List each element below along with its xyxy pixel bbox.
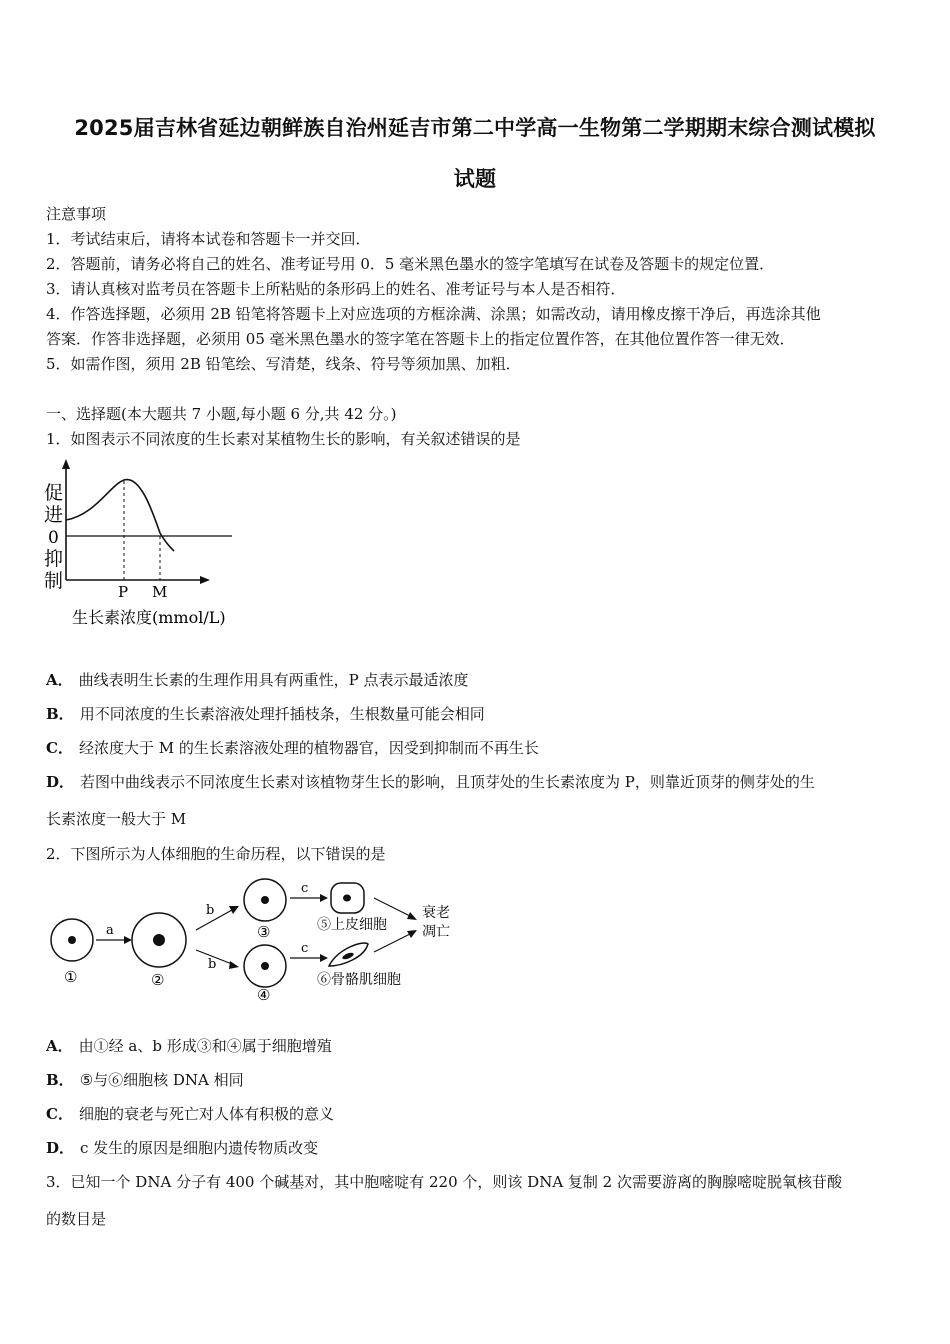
question-3-stem: 3．已知一个 DNA 分子有 400 个碱基对，其中胞嘧啶有 220 个，则该 DNA 复制 2 次需要游离的胸腺嘧啶脱氧核苷酸	[46, 1173, 843, 1191]
arrow-to-aging-top-head	[407, 912, 417, 920]
option-d-label: D．	[46, 773, 75, 791]
arrow-c-bottom-label: c	[301, 941, 309, 956]
y-label-promote-1: 促	[44, 482, 64, 504]
option-a-text: 曲线表明生长素的生理作用具有两重性，P 点表示最适浓度	[78, 671, 469, 689]
option-c-label: C．	[46, 739, 73, 757]
response-curve	[66, 480, 174, 551]
q2-option-c-label: C．	[46, 1105, 73, 1123]
y-label-zero: 0	[48, 528, 59, 548]
arrow-c-top-head	[320, 894, 328, 902]
q2-option-b-text: ⑤与⑥细胞核 DNA 相同	[79, 1071, 244, 1089]
arrow-a-head	[124, 936, 132, 944]
question-3-stem-cont: 的数目是	[46, 1210, 107, 1228]
arrow-to-aging-bottom	[374, 934, 410, 952]
q2-option-c	[46, 1103, 906, 1124]
cell-1-nucleus	[68, 936, 76, 944]
y-label-inhibit-2: 制	[44, 570, 64, 592]
arrow-c-bottom-head	[320, 954, 328, 962]
option-d-text: 若图中曲线表示不同浓度生长素对该植物芽生长的影响，且顶芽处的生长素浓度为 P，则靠近顶芽的侧芽处的生	[80, 773, 815, 791]
arrow-b-bottom-label: b	[208, 957, 217, 972]
tick-label-m: M	[152, 583, 168, 601]
arrow-b-top-head	[229, 906, 239, 914]
arrow-c-top-label: c	[301, 881, 309, 896]
option-a	[46, 669, 906, 690]
aging-label-1: 衰老	[422, 905, 450, 921]
cell-lifecycle-figure	[46, 872, 466, 1007]
q2-option-b	[46, 1069, 906, 1090]
cell-1-label: ①	[64, 968, 78, 986]
question-1-stem: 1．如图表示不同浓度的生长素对某植物生长的影响，有关叙述错误的是	[46, 430, 521, 448]
arrow-b-bottom-head	[229, 961, 239, 969]
option-a-label: A．	[46, 671, 73, 689]
tick-label-p: P	[118, 583, 129, 601]
notice-item: 2．答题前，请务必将自己的姓名、准考证号用 0．5 毫米黑色墨水的签字笔填写在试卷及答题卡的规定位置．	[46, 255, 775, 273]
arrow-a-label: a	[106, 923, 114, 938]
arrow-to-aging-top	[374, 898, 410, 916]
option-d-cont: 长素浓度一般大于 M	[46, 810, 187, 828]
notice-item: 1．考试结束后，请将本试卷和答题卡一并交回．	[46, 230, 371, 248]
q2-option-a	[46, 1035, 906, 1056]
y-axis-arrow	[62, 459, 70, 469]
x-axis-label: 生长素浓度(mmol/L)	[72, 608, 226, 627]
section-heading: 一、选择题(本大题共 7 小题,每小题 6 分,共 42 分。)	[46, 405, 397, 423]
cell-5-nucleus	[343, 895, 351, 902]
aging-label-2: 凋亡	[422, 924, 450, 940]
q2-option-b-label: B．	[46, 1071, 74, 1089]
cell-3-nucleus	[261, 896, 269, 904]
q2-option-d	[46, 1137, 906, 1158]
q2-option-d-label: D．	[46, 1139, 75, 1157]
cell-4-nucleus	[261, 962, 269, 970]
option-d	[46, 771, 906, 792]
q2-option-a-label: A．	[46, 1037, 73, 1055]
y-label-inhibit-1: 抑	[44, 548, 64, 570]
page-title-cont: 试题	[453, 167, 497, 191]
option-c	[46, 737, 906, 758]
q2-option-d-text: c 发生的原因是细胞内遗传物质改变	[80, 1139, 319, 1157]
page-title: 2025届吉林省延边朝鲜族自治州延吉市第二中学高一生物第二学期期末综合测试模拟	[74, 116, 876, 140]
option-c-text: 经浓度大于 M 的生长素溶液处理的植物器官，因受到抑制而不再生长	[78, 739, 539, 757]
x-axis-arrow	[200, 576, 210, 584]
option-b-text: 用不同浓度的生长素溶液处理扦插枝条，生根数量可能会相同	[79, 705, 485, 723]
cell-2-nucleus	[153, 934, 165, 946]
question-2-stem: 2．下图所示为人体细胞的生命历程，以下错误的是	[46, 845, 386, 863]
notice-item: 4．作答选择题，必须用 2B 铅笔将答题卡上对应选项的方框涂满、涂黑；如需改动，请用橡皮擦干净后，再选涂其他	[46, 305, 821, 323]
notice-item: 3．请认真核对监考员在答题卡上所粘贴的条形码上的姓名、准考证号与本人是否相符．	[46, 280, 626, 298]
arrow-b-top-label: b	[206, 903, 215, 918]
q2-option-a-text: 由①经 a、b 形成③和④属于细胞增殖	[78, 1037, 332, 1055]
auxin-curve-figure	[40, 455, 240, 635]
option-b-label: B．	[46, 705, 74, 723]
cell-3-label: ③	[257, 923, 271, 941]
y-label-promote-2: 进	[44, 504, 64, 526]
option-b	[46, 703, 906, 724]
arrow-to-aging-bottom-head	[407, 930, 417, 938]
cell-5-label: ⑤上皮细胞	[317, 917, 387, 933]
notice-heading: 注意事项	[46, 205, 107, 223]
notice-item: 5．如需作图，须用 2B 铅笔绘、写清楚，线条、符号等须加黑、加粗．	[46, 355, 521, 373]
q2-option-c-text: 细胞的衰老与死亡对人体有积极的意义	[78, 1105, 334, 1123]
notice-item: 答案．作答非选择题，必须用 05 毫米黑色墨水的签字笔在答题卡上的指定位置作答，在其他位置作答一律无效．	[46, 330, 795, 348]
cell-2-label: ②	[151, 971, 165, 989]
cell-6-label: ⑥骨骼肌细胞	[317, 972, 401, 988]
cell-4-label: ④	[257, 986, 271, 1004]
